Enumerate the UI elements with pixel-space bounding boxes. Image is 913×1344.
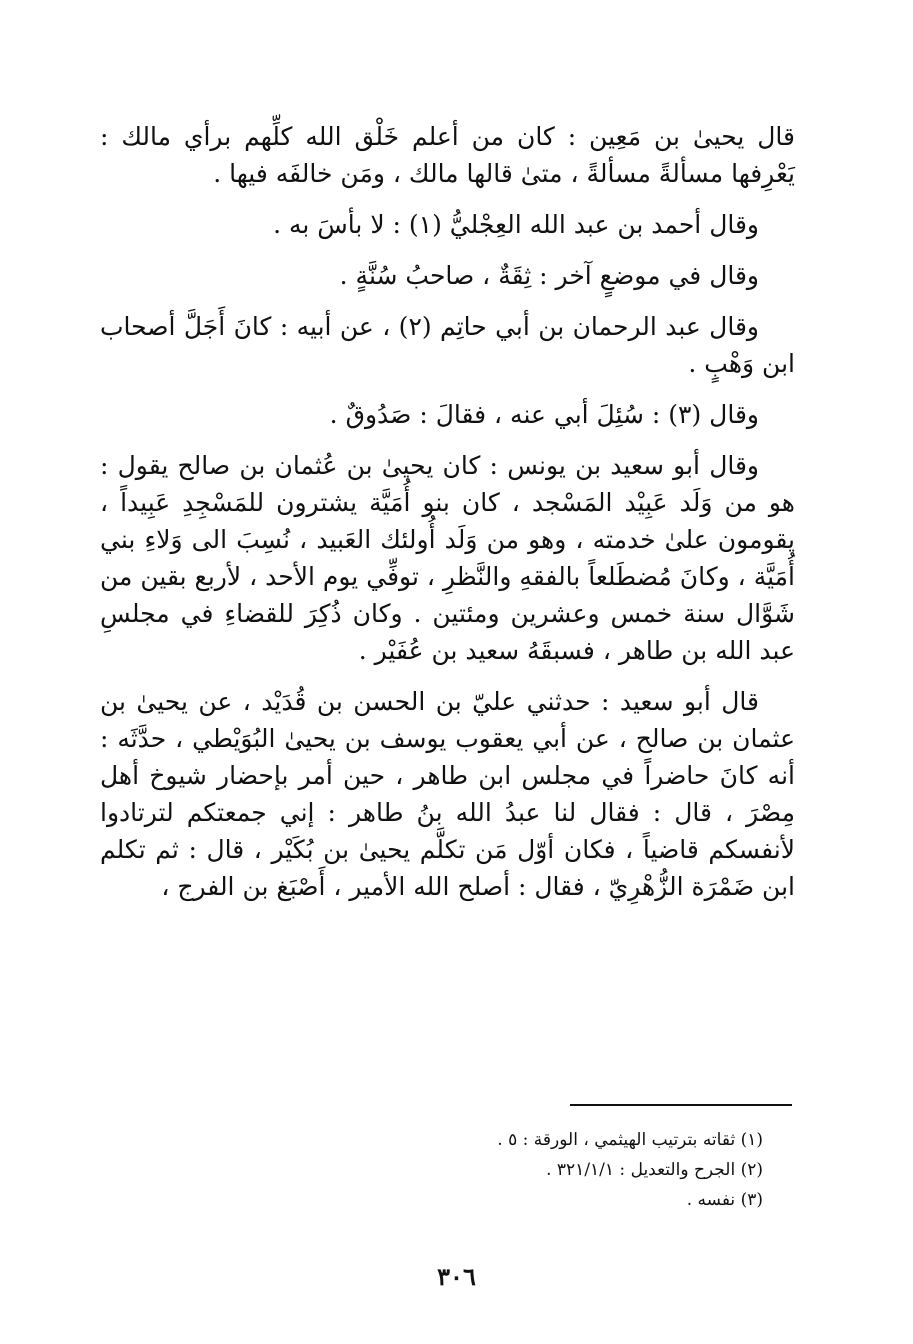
paragraph-saduq: وقال (٣) : سُئِلَ أبي عنه ، فقالَ : صَدُوقٌ . <box>329 400 759 429</box>
paragraph-ibn-yunus: وقال أبو سعيد بن يونس : كان يحيىٰ بن عُثمان بن صالح يقول : هو من وَلَد عَبِيْد المَسْجد ، كان بنو أُمَيَّة يشترون للمَسْجِدِ عَبِيداً ، يقومون علىٰ خدمته ، وهو من وَلَد أُولئك العَبيد ، نُسِبَ الى وَلاءِ بني أُمَيَّة ، وكانَ مُضطَلعاً بالفقهِ والنَّظرِ ، توفِّي يوم الأحد ، لأربع بقين من شَوَّال سنة خمس وعشرين ومئتين . وكان ذُكِرَ للقضاءِ في مجلسِ عبد الله بن طاهر ، فسبقَهُ سعيد بن عُفَيْر . <box>100 451 795 665</box>
paragraph-another-place: وقال في موضعٍ آخر : ثِقَةٌ ، صاحبُ سُنَّةٍ . <box>339 261 759 290</box>
footnote-2: (٢) الجرح والتعديل : ٣٢١/١/١ . <box>546 1160 763 1180</box>
paragraph-ijli: وقال أحمد بن عبد الله العِجْليُّ (١) : لا بأسَ به . <box>273 210 759 239</box>
page-number: ٣٠٦ <box>437 1262 476 1291</box>
footnotes <box>100 1125 763 1215</box>
footnote-divider <box>570 1104 792 1106</box>
paragraph-abu-said: قال أبو سعيد : حدثني عليّ بن الحسن بن قُدَيْد ، عن يحيىٰ بن عثمان بن صالح ، عن أبي يعقوب يوسف بن يحيىٰ البُوَيْطي ، حدَّثَه : أنه كانَ حاضراً في مجلس ابن طاهر ، حين أمر بإحضار شيوخ أهل مِصْرَ ، قال : فقال لنا عبدُ الله بنُ طاهر : إني جمعتكم لترتادوا لأنفسكم قاضياً ، فكان أوّل مَن تكلَّم يحيىٰ بن بُكَيْر ، قال : ثم تكلم ابن ضَمْرَة الزُّهْرِيّ ، فقال : أصلح الله الأمير ، أَصْبَغ بن الفرج ، <box>100 687 795 901</box>
footnote-3: (٣) نفسه . <box>686 1190 763 1210</box>
main-text <box>100 118 795 919</box>
paragraph-yahya-ibn-main: قال يحيىٰ بن مَعِين : كان من أعلم خَلْق الله كلِّهم برأي مالك : يَعْرِفها مسألةً مسألةً ، متىٰ قالها مالك ، ومَن خالفَه فيها . <box>100 122 795 188</box>
paragraph-ibn-abi-hatim: وقال عبد الرحمان بن أبي حاتِم (٢) ، عن أبيه : كانَ أَجَلَّ أصحاب ابن وَهْبٍ . <box>100 312 795 378</box>
footnote-1: (١) ثقاته بترتيب الهيثمي ، الورقة : ٥ . <box>497 1130 763 1150</box>
